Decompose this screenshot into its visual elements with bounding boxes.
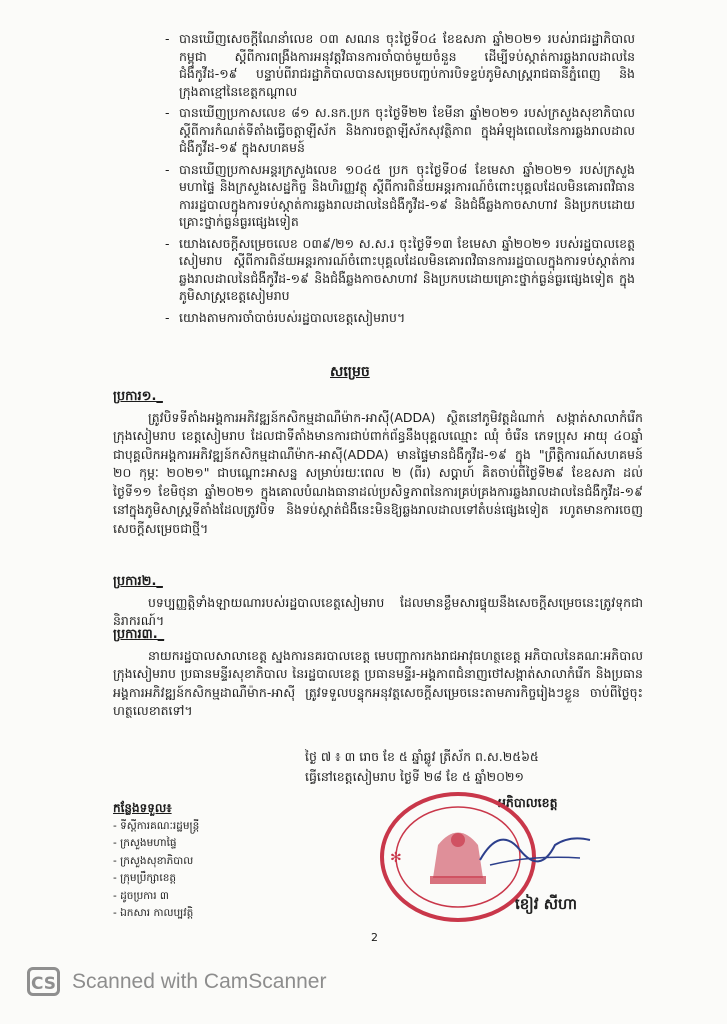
list-item: - ទីស្តីការគណៈរដ្ឋមន្ត្រី (113, 819, 200, 832)
article-2 (113, 573, 643, 631)
list-item: - ក្រុមប្រឹក្សាខេត្ត (113, 872, 177, 884)
recipients-list (113, 800, 313, 923)
lunar-date: ថ្ងៃ ៧ ៖ ៣ រោច ខែ ៥ ឆ្នាំឆ្លូវ ត្រីស័ក ព.ស.២៥៦៥ (305, 749, 539, 764)
article-body: នាយករដ្ឋបាលសាលាខេត្ត ស្នងការនគរបាលខេត្ត មេបញ្ជាការកងរាជអាវុធហត្ថខេត្ត អភិបាលនៃគណៈអភិបាលក្រុងសៀមរាប ប្រធានមន្ទីរសុខាភិបាល នៃរដ្ឋបាលខេត្ត ប្រធានមន្ទីរ-អង្គភាពជំនាញថៅសង្កាត់សាលាកំរើក និងប្រធានអង្គការអភិវឌ្ឍន៍កសិកម្មដាណឺម៉ាក-អាស៊ី ត្រូវទទួលបន្ទុកអនុវត្តសេចក្តីសម្រេចនេះតាមភារកិច្ចរៀងៗខ្លួន ចាប់ពីថ្ងៃចុះហត្ថលេខាតទៅ។ (113, 647, 643, 718)
article-1 (113, 388, 643, 538)
signature (470, 820, 600, 875)
place-date: ធ្វើនៅខេត្តសៀមរាប ថ្ងៃទី ២៨ ខែ ៥ ឆ្នាំ២០២១ (305, 769, 524, 784)
list-item: - ក្រសួងសុខាភិបាល (113, 854, 194, 867)
article-body: បទប្បញ្ញត្តិទាំងឡាយណារបស់រដ្ឋបាលខេត្តសៀមរាប ដែលមានខ្លឹមសារផ្ទុយនឹងសេចក្តីសម្រេចនេះត្រូវទុកជានិរាករណ៍។ (113, 594, 643, 628)
article-heading: ប្រការ១._ (113, 389, 163, 404)
list-item: - ដូចប្រការ ៣ (113, 889, 169, 902)
date-block (305, 747, 635, 787)
article-heading: ប្រការ២._ (113, 574, 163, 589)
list-item: - បានឃើញប្រកាសលេខ ៨១ ស.នក.ប្រក ចុះថ្ងៃទី២២ ខែមីនា ឆ្នាំ២០២១ របស់ក្រសួងសុខាភិបាល ស្តីពីការកំណត់ទីតាំងធ្វើចត្តាឡីស័ក និងការចត្តាឡីស័កសុវត្ថិភាព ក្នុងអំឡុងពេលនៃការឆ្លងរាលដាលជំងឺកូវីដ-១៩ ក្នុងសហគមន៍ (165, 105, 635, 155)
scanner-watermark: Scanned with CamScanner (72, 970, 327, 993)
list-item: - យោងសេចក្តីសម្រេចលេខ ០៣៩/២១ ស.ស.រ ចុះថ្ងៃទី១៣ ខែមេសា ឆ្នាំ២០២១ របស់រដ្ឋបាលខេត្តសៀមរាប ស្តីពីការពិន័យអន្តរការណ៍ចំពោះបុគ្គលដែលមិនគោរពវិធានការរដ្ឋបាលក្នុងការទប់ស្កាត់ការឆ្លងរាលដាលនៃជំងឺកូវីដ-១៩ និងជំងឺឆ្លងកាចសាហាវ និងប្រកបដោយគ្រោះថ្នាក់ធ្ងន់ធ្ងរផ្សេងទៀត ក្នុងភូមិសាស្ត្រខេត្តសៀមរាប (165, 235, 635, 303)
article-heading: ប្រការ៣._ (113, 627, 165, 642)
recipients-heading: កន្លែងទទួល៖ (113, 801, 172, 815)
signer-name: ខៀវ សីហា (515, 895, 578, 913)
preamble-list (165, 30, 635, 330)
svg-text:✻: ✻ (390, 850, 402, 866)
governor-title: អភិបាលខេត្ត (498, 795, 558, 810)
article-body: ត្រូវបិទទីតាំងអង្គការអភិវឌ្ឍន៍កសិកម្មដាណឺម៉ាក-អាស៊ី(ADDA) ស្ថិតនៅភូមិវត្តដំណាក់ សង្កាត់សាលាកំរើក ក្រុងសៀមរាប ខេត្តសៀមរាប ដែលជាទីតាំងមានការជាប់ពាក់ព័ន្ធនឹងបុគ្គលឈ្មោះ ឈុំ ចំរើន ភេទប្រុស អាយុ ៤០ឆ្នាំ ជាបុគ្គលិកអង្គការអភិវឌ្ឍន៍កសិកម្មដាណឺម៉ាក-អាស៊ី(ADDA) មានផ្ទៃមានជំងឺកូវីដ-១៩ ក្នុង "ព្រឹត្តិការណ៍សហគមន៍ ២០ កុម្ភៈ ២០២១" ជាបណ្តោះអាសន្ន សម្រាប់រយៈពេល ២ (ពីរ) សប្តាហ៍ គិតចាប់ពីថ្ងៃទី២៩ ខែឧសភា ដល់ថ្ងៃទី១១ ខែមិថុនា ឆ្នាំ២០២១ ក្នុងគោលបំណងធានាដល់ប្រសិទ្ធភាពនៃការគ្រប់គ្រងការឆ្លងរាលដាលនៃជំងឺកូវីដ-១៩ នៅក្នុងភូមិសាស្ត្រទីតាំងដែលត្រូវបិទ និងទប់ស្កាត់ជំងឺនេះមិនឱ្យឆ្លងរាលដាលទៅតំបន់ផ្សេងទៀត រហូតមានការចេញសេចក្តីសម្រេចជាថ្មី។ (113, 409, 643, 536)
list-item: - ក្រសួងមហាផ្ទៃ (113, 837, 177, 849)
decision-title: សម្រេច (330, 364, 370, 380)
list-item: - ឯកសារ កាលប្បវត្តិ (113, 907, 194, 919)
list-item: - បានឃើញសេចក្តីណែនាំលេខ ០៣ សណន ចុះថ្ងៃទី០៤ ខែឧសភា ឆ្នាំ២០២១ របស់រាជរដ្ឋាភិបាលកម្ពុជា ស្តីពីការពង្រឹងការអនុវត្តវិធានការចាំបាច់មួយចំនួន ដើម្បីទប់ស្កាត់ការឆ្លងរាលដាលនៃជំងឺកូវីដ-១៩ បន្ទាប់ពីរាជរដ្ឋាភិបាលបានសម្រេចបញ្ចប់ការបិទខ្ទប់ភូមិសាស្ត្ររាជធានីភ្នំពេញ និងក្រុងតាខ្មៅនៃខេត្តកណ្តាល (165, 31, 635, 99)
article-3 (113, 626, 643, 721)
page-number: 2 (371, 931, 378, 944)
list-item: - បានឃើញប្រកាសអន្តរក្រសួងលេខ ១០៤៥ ប្រក ចុះថ្ងៃទី០៨ ខែមេសា ឆ្នាំ២០២១ របស់ក្រសួងមហាផ្ទៃ និងក្រសួងសេដ្ឋកិច្ច និងហិរញ្ញវត្ថុ ស្តីពីការពិន័យអន្តរការណ៍ចំពោះបុគ្គលដែលមិនគោរពវិធានការរដ្ឋបាលក្នុងការទប់ស្កាត់ការឆ្លងរាលដាលនៃជំងឺកូវីដ-១៩ និងជំងឺឆ្លងកាចសាហាវ និងប្រកបដោយគ្រោះថ្នាក់ធ្ងន់ធ្ងរផ្សេងទៀត (165, 161, 635, 229)
camscanner-icon: CS (27, 967, 60, 996)
list-item: - យោងតាមការចាំបាច់របស់រដ្ឋបាលខេត្តសៀមរាប។ (165, 309, 406, 325)
